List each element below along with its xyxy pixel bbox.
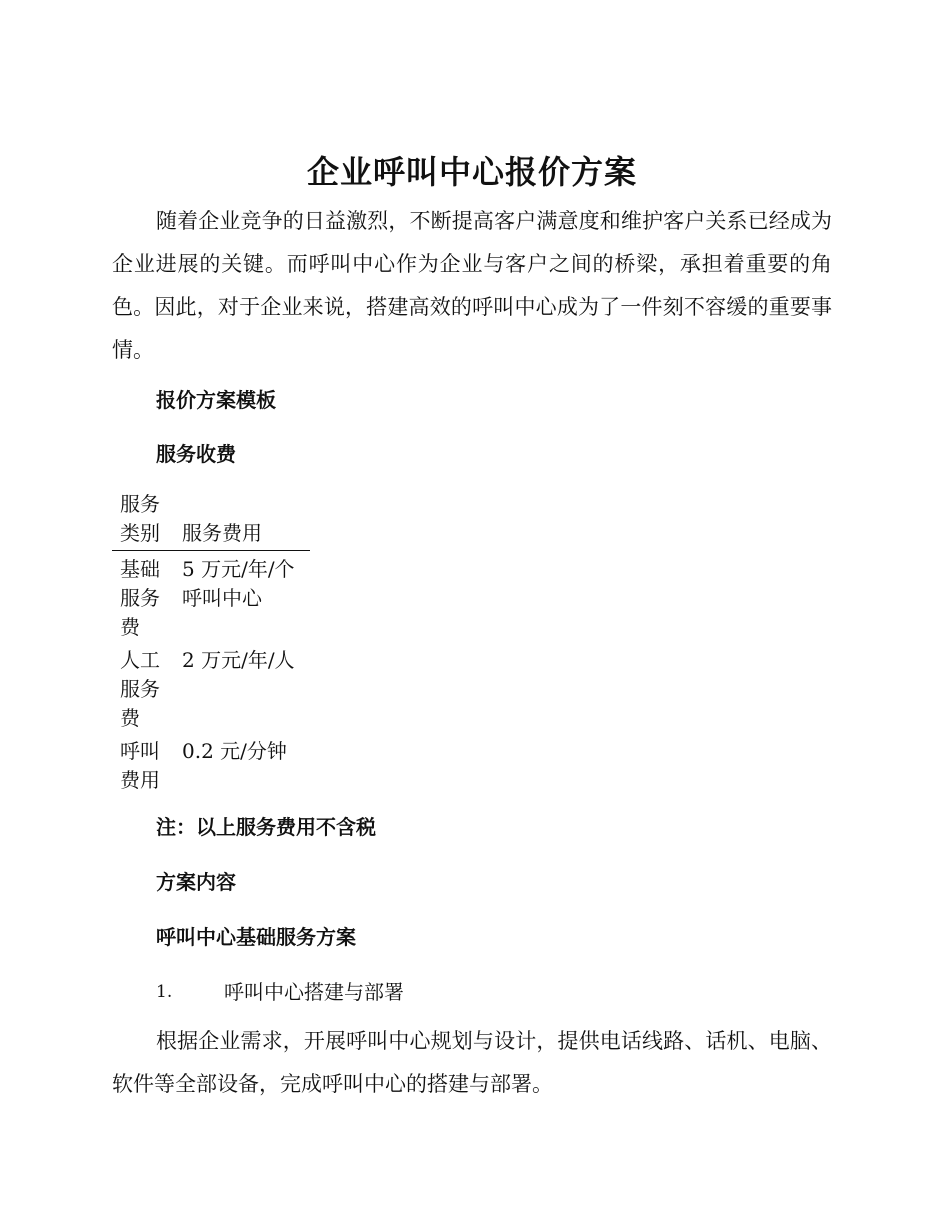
heading-service-fee: 服务收费 — [156, 442, 236, 466]
table-cell-category: 人工服务费 — [120, 648, 160, 730]
table-row — [112, 646, 310, 737]
column-header-fee: 服务费用 — [182, 521, 262, 545]
table-cell-category: 基础服务费 — [120, 557, 160, 639]
table-cell-fee: 0.2 元/分钟 — [182, 739, 287, 763]
table-row — [112, 551, 310, 647]
table-header-row — [112, 490, 310, 551]
intro-paragraph: 随着企业竞争的日益激烈，不断提高客户满意度和维护客户关系已经成为企业进展的关键。而呼叫中心作为企业与客户之间的桥梁，承担着重要的角色。因此，对于企业来说，搭建高效的呼叫中心成为了一件刻不容缓的重要事情。 — [112, 209, 832, 362]
table-row — [112, 737, 310, 799]
document-page — [112, 150, 832, 1106]
list-item — [112, 978, 832, 1006]
heading-plan-content: 方案内容 — [156, 870, 236, 894]
deploy-paragraph: 根据企业需求，开展呼叫中心规划与设计，提供电话线路、话机、电脑、软件等全部设备，完成呼叫中心的搭建与部署。 — [112, 1029, 832, 1096]
fee-table — [112, 490, 310, 799]
page-title: 企业呼叫中心报价方案 — [306, 153, 637, 191]
column-header-category: 服务类别 — [120, 492, 160, 545]
heading-template: 报价方案模板 — [156, 388, 276, 412]
table-cell-category: 呼叫费用 — [120, 739, 160, 792]
tax-note: 注：以上服务费用不含税 — [156, 815, 376, 839]
heading-basic-service: 呼叫中心基础服务方案 — [156, 925, 356, 949]
table-cell-fee: 2 万元/年/人 — [182, 648, 295, 672]
list-item-number: 1. — [156, 982, 173, 1002]
table-cell-fee: 5 万元/年/个呼叫中心 — [182, 557, 295, 610]
list-item-text: 呼叫中心搭建与部署 — [224, 980, 404, 1004]
